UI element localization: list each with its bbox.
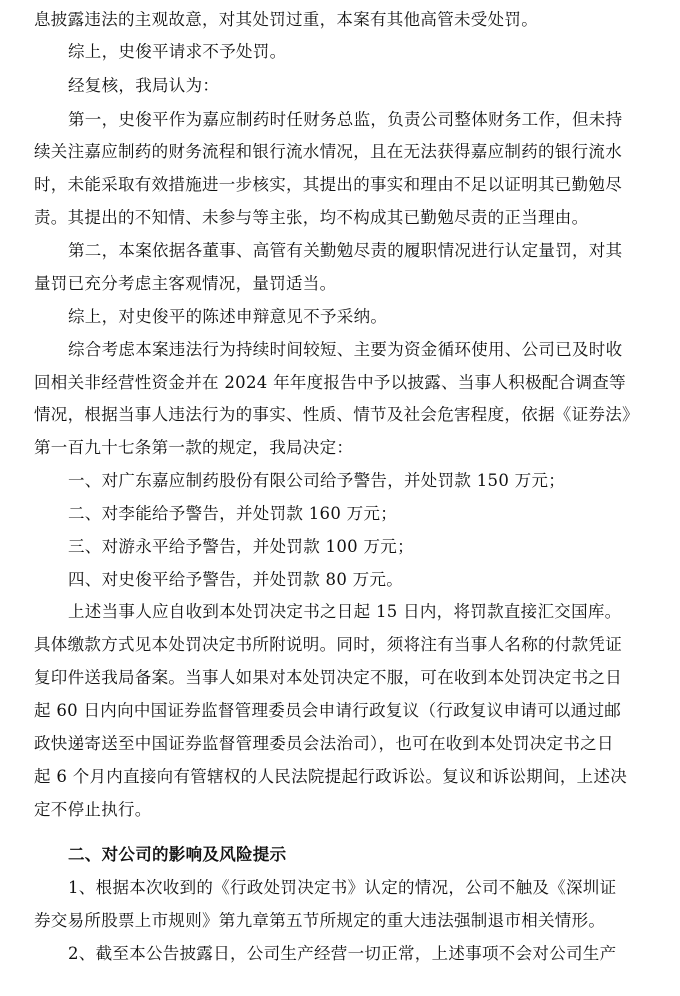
paragraph-line: 经复核，我局认为： [68, 76, 220, 95]
paragraph-line: 复印件送我局备案。当事人如果对本处罚决定不服，可在收到本处罚决定书之日 [34, 668, 622, 687]
penalty-item: 三、对游永平给予警告，并处罚款 100 万元； [68, 537, 414, 556]
paragraph-line: 时，未能采取有效措施进一步核实，其提出的事实和理由不足以证明其已勤勉尽 [34, 175, 622, 194]
paragraph-line: 回相关非经营性资金并在 2024 年年度报告中予以披露、当事人积极配合调查等 [34, 373, 626, 392]
section-heading: 二、对公司的影响及风险提示 [68, 845, 287, 864]
paragraph-line: 综上，史俊平请求不予处罚。 [68, 42, 287, 61]
paragraph-line: 政快递寄送至中国证券监督管理委员会法治司），也可在收到本处罚决定书之日 [34, 734, 614, 753]
paragraph-line: 具体缴款方式见本处罚决定书所附说明。同时，须将注有当事人名称的付款凭证 [34, 635, 622, 654]
penalty-item: 四、对史俊平给予警告，并处罚款 80 万元。 [68, 570, 404, 589]
paragraph-line: 上述当事人应自收到本处罚决定书之日起 15 日内，将罚款直接汇交国库。 [68, 602, 622, 621]
paragraph-line: 责。其提出的不知情、未参与等主张，均不构成其已勤勉尽责的正当理由。 [34, 208, 589, 227]
paragraph-line: 综合考虑本案违法行为持续时间较短、主要为资金循环使用、公司已及时收 [68, 340, 623, 359]
paragraph-line: 起 60 日内向中国证券监督管理委员会申请行政复议（行政复议申请可以通过邮 [34, 701, 622, 720]
paragraph-line: 第一百九十七条第一款的规定，我局决定： [34, 438, 354, 457]
paragraph-line: 量罚已充分考虑主客观情况，量罚适当。 [34, 274, 337, 293]
paragraph-line: 续关注嘉应制药的财务流程和银行流水情况，且在无法获得嘉应制药的银行流水 [34, 142, 622, 161]
paragraph-line: 2、截至本公告披露日，公司生产经营一切正常，上述事项不会对公司生产 [68, 944, 617, 963]
penalty-item: 一、对广东嘉应制药股份有限公司给予警告，并处罚款 150 万元； [68, 471, 566, 490]
paragraph-line: 定不停止执行。 [34, 800, 152, 819]
paragraph-line: 综上，对史俊平的陈述申辩意见不予采纳。 [68, 307, 388, 326]
paragraph-line: 1、根据本次收到的《行政处罚决定书》认定的情况，公司不触及《深圳证 [68, 878, 617, 897]
paragraph-line: 起 6 个月内直接向有管辖权的人民法院提起行政诉讼。复议和诉讼期间，上述决 [34, 767, 628, 786]
paragraph-line: 息披露违法的主观故意，对其处罚过重，本案有其他高管未受处罚。 [34, 10, 538, 29]
paragraph-line: 情况，根据当事人违法行为的事实、性质、情节及社会危害程度，依据《证券法》 [34, 405, 639, 424]
paragraph-line: 第一，史俊平作为嘉应制药时任财务总监，负责公司整体财务工作，但未持 [68, 110, 623, 129]
penalty-item: 二、对李能给予警告，并处罚款 160 万元； [68, 504, 398, 523]
paragraph-line: 券交易所股票上市规则》第九章第五节所规定的重大违法强制退市相关情形。 [34, 911, 606, 930]
paragraph-line: 第二，本案依据各董事、高管有关勤勉尽责的履职情况进行认定量罚，对其 [68, 241, 623, 260]
